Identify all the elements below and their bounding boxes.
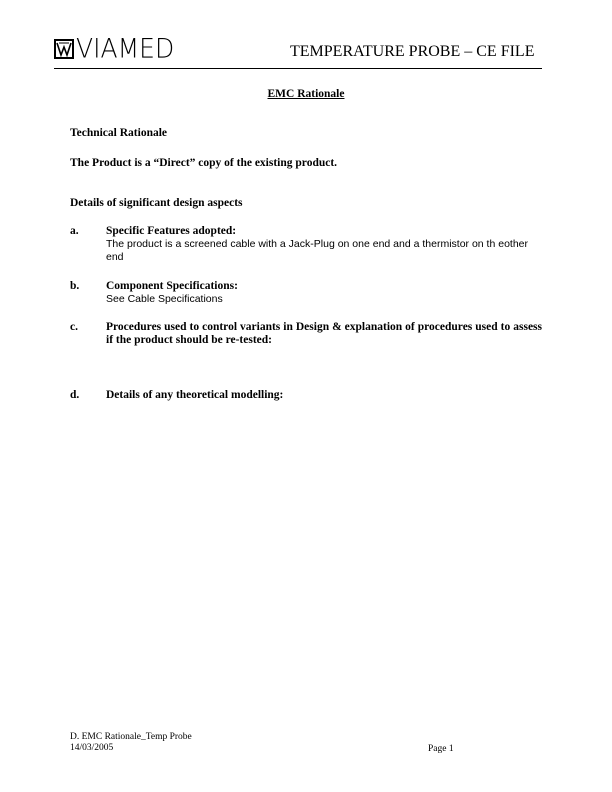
item-c-letter: c.: [70, 321, 78, 333]
design-aspects-heading: Details of significant design aspects: [70, 197, 243, 209]
item-a-description: The product is a screened cable with a Jack-Plug on one end and a thermistor on th eother end: [106, 238, 528, 263]
item-c: [106, 321, 542, 347]
product-statement: The Product is a “Direct” copy of the existing product.: [70, 157, 338, 169]
item-c-heading: Procedures used to control variants in Design & explanation of procedures used to assess if the product should be re-tested:: [106, 321, 542, 346]
footer-filename: D. EMC Rationale_Temp Probe: [70, 732, 192, 742]
item-a-heading: Specific Features adopted:: [106, 225, 237, 237]
logo-text: VIAMED: [76, 33, 175, 64]
item-b-heading: Component Specifications:: [106, 280, 238, 292]
item-d-heading: Details of any theoretical modelling:: [106, 389, 284, 401]
section-title: EMC Rationale: [267, 88, 345, 100]
item-a-letter: a.: [70, 225, 79, 237]
item-b-letter: b.: [70, 280, 80, 292]
footer-date: 14/03/2005: [70, 743, 114, 753]
header-divider: [54, 68, 542, 69]
item-b-description: See Cable Specifications: [106, 293, 223, 305]
logo-emblem-icon: [54, 39, 74, 59]
viamed-logo: [54, 33, 175, 64]
footer-page-number: Page 1: [428, 744, 454, 754]
item-b: [106, 280, 542, 306]
document-title: TEMPERATURE PROBE – CE FILE: [290, 43, 535, 60]
technical-rationale-heading: Technical Rationale: [70, 127, 168, 139]
item-d-letter: d.: [70, 389, 80, 401]
item-d: [106, 389, 542, 402]
item-a: [106, 225, 542, 264]
